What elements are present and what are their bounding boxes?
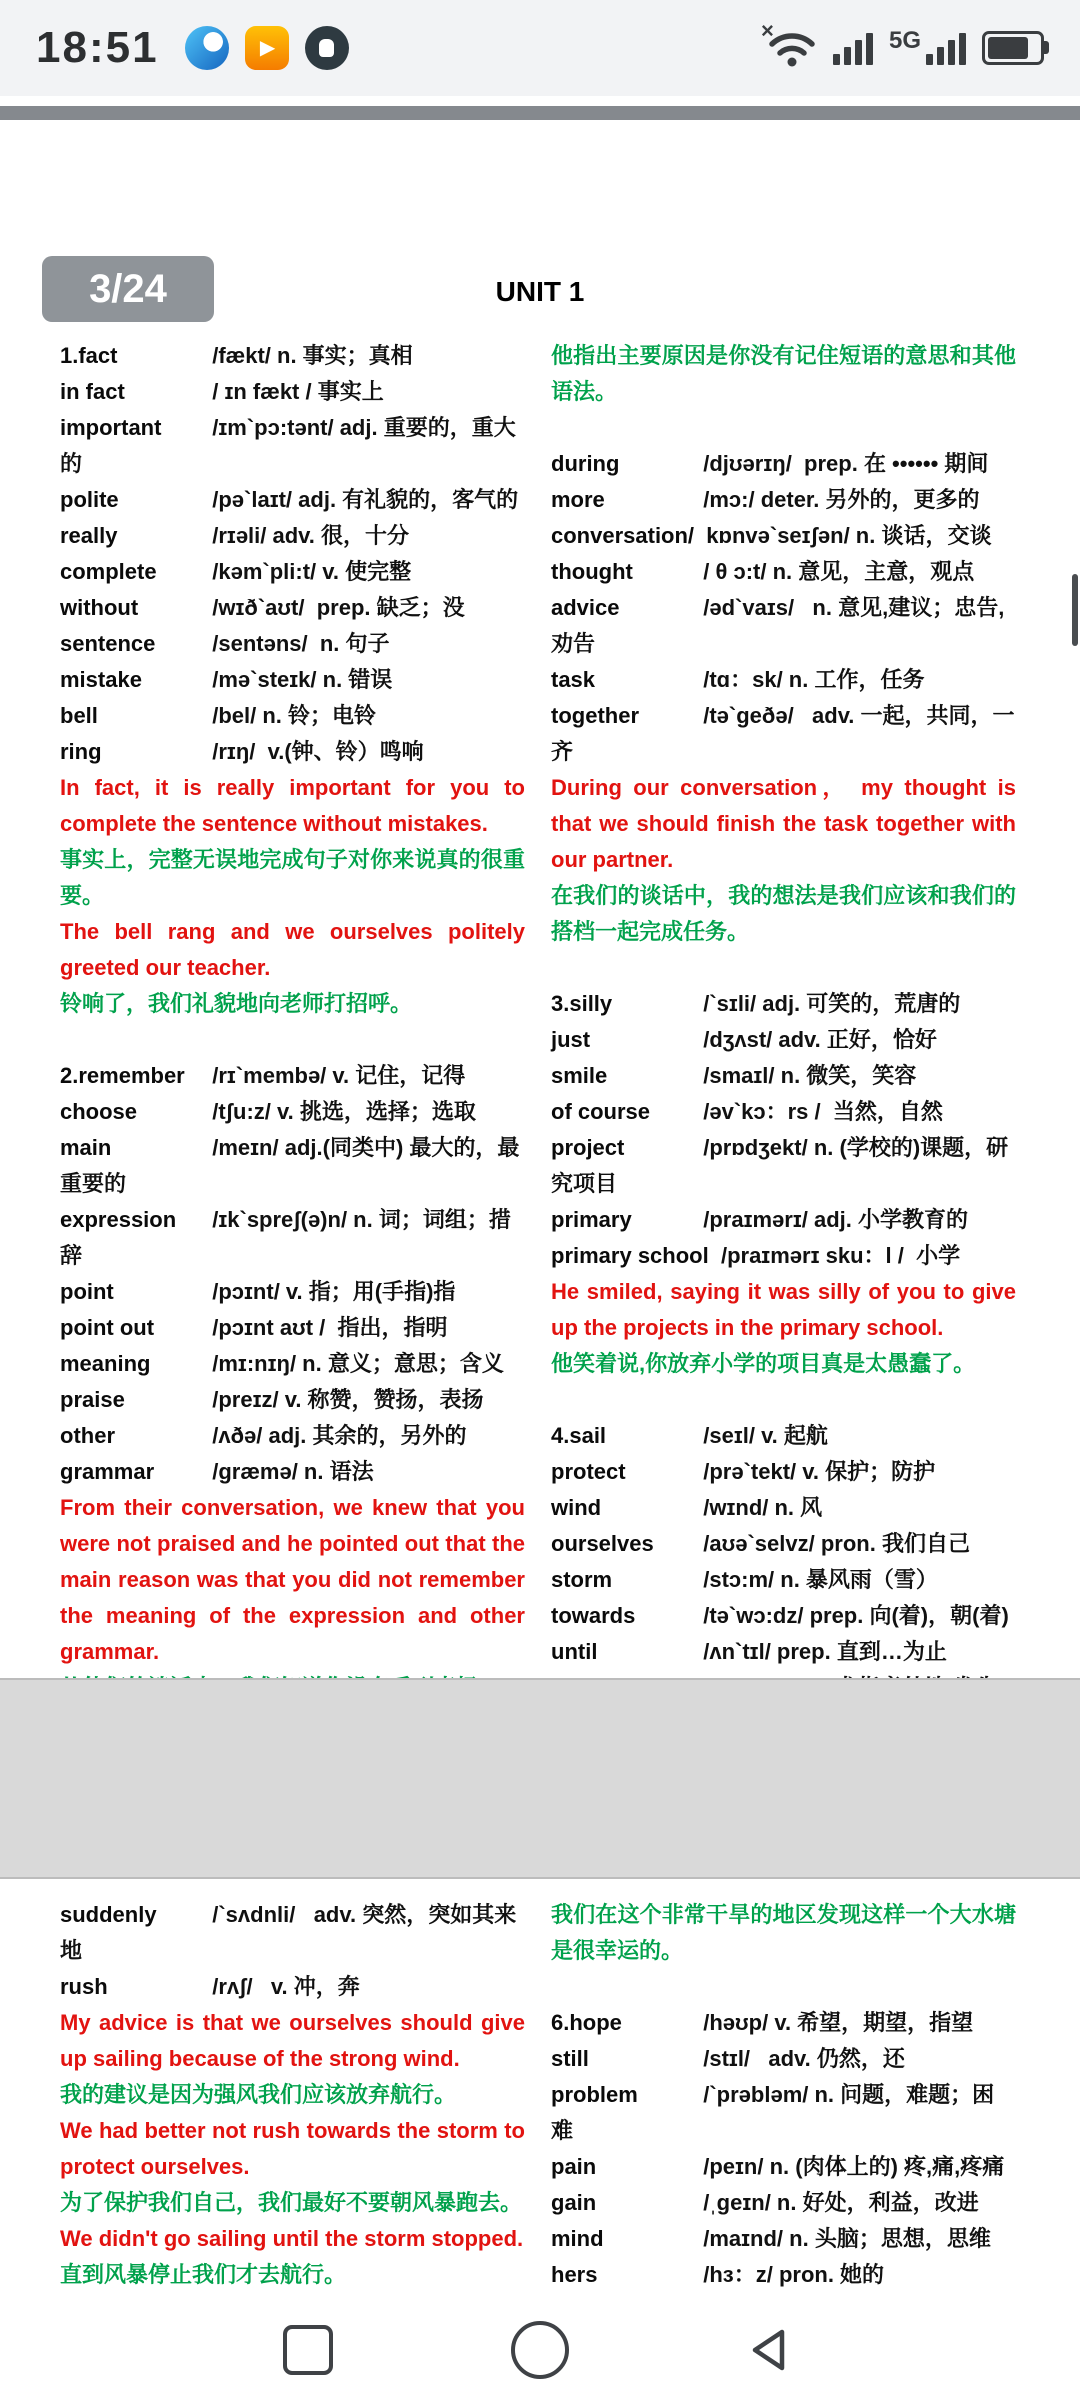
vocab-word: praise [60,1387,125,1412]
vocab-word: primary school [551,1243,709,1268]
vocab-word: choose [60,1099,138,1124]
vocab-word: problem [551,2082,638,2107]
vocab-entry [551,2077,1016,2149]
page-indicator-badge: 3/24 [42,256,214,322]
blank-line [551,1382,1016,1418]
vocab-word: main [60,1135,112,1160]
vocab-entry [551,2221,1016,2257]
vocab-word: primary [551,1207,632,1232]
translation-zh: 在我们的谈话中，我的想法是我们应该和我们的搭档一起完成任务。 [551,883,1016,944]
vocab-entry [551,554,1016,590]
vocab-phonetic-meaning: /peɪn/ n. (肉体上的) 疼,痛,疼痛 [703,2154,1005,2179]
vocab-phonetic-meaning: /praɪmərɪ/ adj. 小学教育的 [703,1207,969,1232]
vocab-phonetic-meaning: /wɪð`aʊt/ prep. 缺乏；没 [212,595,465,620]
vocab-phonetic-meaning: /ɪk`spreʃ(ə)n/ n. 词；词组；措辞 [60,1207,511,1268]
document-viewport[interactable] [0,130,1080,2300]
left-column [60,1897,525,2300]
vocab-word: expression [60,1207,177,1232]
vocab-word: smile [551,1063,608,1088]
vocab-phonetic-meaning: /wɪnd/ n. 风 [703,1495,823,1520]
vocab-phonetic-meaning: /əd`vaɪs/ n. 意见,建议；忠告,劝告 [551,595,1005,656]
vocab-phonetic-meaning: /`prəbləm/ n. 问题，难题；困难 [551,2082,995,2143]
recents-square-icon [283,2325,333,2375]
vocab-word: suddenly [60,1902,157,1927]
vocab-word: pain [551,2154,597,2179]
vocab-entry [551,662,1016,698]
vocab-word: grammar [60,1459,155,1484]
vocab-phonetic-meaning: /tɑ：sk/ n. 工作，任务 [703,667,925,692]
vocab-entry [551,1634,1016,1670]
vocab-entry [551,1058,1016,1094]
vocab-phonetic-meaning: / θ ɔ:t/ n. 意见，主意，观点 [703,559,975,584]
vocab-entry [60,698,525,734]
vocab-entry [60,1310,525,1346]
vocab-phonetic-meaning: /prə`tekt/ v. 保护；防护 [703,1459,936,1484]
example-sentence-en: My advice is that we ourselves should give up sailing because of the strong wind. [60,2010,525,2071]
vocab-word: mistake [60,667,142,692]
vocab-entry [60,482,525,518]
vocab-phonetic-meaning: /tə`wɔ:dz/ prep. 向(着)，朝(着) [703,1603,1009,1628]
vocab-entry [60,518,525,554]
browser-app-icon [185,26,229,70]
vocab-entry [551,1238,1016,1274]
vocab-entry [60,1274,525,1310]
blank-line [551,410,1016,446]
vocab-phonetic-meaning: /`sɪli/ adj. 可笑的，荒唐的 [703,991,961,1016]
document-title: UNIT 1 [495,276,585,307]
vocab-phonetic-meaning: /tʃu:z/ v. 挑选，选择；选取 [212,1099,476,1124]
vocab-phonetic-meaning: /mɔ:/ deter. 另外的，更多的 [703,487,980,512]
vocab-word: gain [551,2190,597,2215]
vocab-entry [60,374,525,410]
vocab-word: storm [551,1567,613,1592]
vocab-word: protect [551,1459,626,1484]
vocab-phonetic-meaning: /kəm`pli:t/ v. 使完整 [212,559,412,584]
home-button[interactable] [500,2310,580,2390]
vocab-entry [551,1022,1016,1058]
vocab-word: bell [60,703,98,728]
vocab-word: task [551,667,596,692]
vocab-entry [60,734,525,770]
network-type-label: 5G [888,27,921,54]
vocab-word: ring [60,739,102,764]
vocab-phonetic-meaning: /rɪ`membə/ v. 记住，记得 [212,1063,466,1088]
back-button[interactable] [732,2310,812,2390]
vocab-entry [551,1454,1016,1490]
vocab-phonetic-meaning: /sentəns/ n. 句子 [212,631,390,656]
vocab-phonetic-meaning: /ʌn`tɪl/ prep. 直到…为止 [703,1639,947,1664]
home-circle-icon [511,2321,569,2379]
vocab-word: until [551,1639,598,1664]
page-separator [0,1678,1080,1879]
vocab-entry [551,2041,1016,2077]
vocab-entry [551,1130,1016,1202]
vocab-entry [60,1897,525,1969]
vocab-word: point [60,1279,114,1304]
vocab-entry [551,2149,1016,2185]
hand-app-icon [305,26,349,70]
battery-tip [1044,41,1049,54]
vocab-word: really [60,523,118,548]
vocab-phonetic-meaning: /pə`laɪt/ adj. 有礼貌的，客气的 [212,487,519,512]
vocab-entry [551,1418,1016,1454]
vocab-phonetic-meaning: /ˌgeɪn/ n. 好处，利益，改进 [703,2190,979,2215]
scrollbar-thumb[interactable] [1072,574,1078,646]
vocab-word: still [551,2046,589,2071]
vocab-phonetic-meaning: /stɪl/ adv. 仍然，还 [703,2046,905,2071]
vocab-phonetic-meaning: /rʌʃ/ v. 冲，奔 [212,1974,360,1999]
vocab-entry [551,2005,1016,2041]
translation-zh: 直到风暴停止我们才去航行。 [60,2262,347,2287]
divider-bar [0,106,1080,120]
vocab-entry [60,410,525,482]
vocab-phonetic-meaning: /stɔ:m/ n. 暴风雨（雪） [703,1567,938,1592]
hand-icon [319,39,334,57]
vocab-word: point out [60,1315,155,1340]
vocab-word: meaning [60,1351,151,1376]
translation-zh: 我的建议是因为强风我们应该放弃航行。 [60,2082,457,2107]
vocab-entry [551,986,1016,1022]
vocab-word: polite [60,487,119,512]
vocab-phonetic-meaning: /bel/ n. 铃；电铃 [212,703,377,728]
translation-zh: 为了保护我们自己，我们最好不要朝风暴跑去。 [60,2190,523,2215]
vocab-word: more [551,487,605,512]
vocab-phonetic-meaning: /əv`kɔ：rs / 当然，自然 [703,1099,943,1124]
vocab-phonetic-meaning: kɒnvə`seɪʃən/ n. 谈话，交谈 [706,523,992,548]
example-sentence-en: The bell rang and we ourselves politely greeted our teacher. [60,919,525,980]
blank-line [551,950,1016,986]
translation-zh: 我们在这个非常干旱的地区发现这样一个大水塘是很幸运的。 [551,1902,1016,1963]
no-internet-x-icon: × [760,18,774,43]
vocab-entry [551,1094,1016,1130]
play-icon: ▶ [259,37,276,59]
vocab-entry [551,1562,1016,1598]
vocab-phonetic-meaning: /prɒdʒekt/ n. (学校的)课题，研究项目 [551,1135,1009,1196]
example-sentence-en: From their conversation, we knew that you were not praised and he pointed out that the main reason was that you did not remember the meaning of the expression and other grammar. [60,1495,525,1664]
page-3-content [60,338,1016,1678]
vocab-phonetic-meaning: /fækt/ n. 事实；真相 [212,343,413,368]
vocab-entry [60,1058,525,1094]
vocab-word: without [60,595,139,620]
translation-zh: 他笑着说,你放弃小学的项目真是太愚蠢了。 [551,1351,976,1376]
example-sentence-en: We didn't go sailing until the storm stopped. [60,2226,524,2251]
vocab-word: wind [551,1495,602,1520]
example-sentence-en: In fact, it is really important for you to complete the sentence without mistakes. [60,775,525,836]
vocab-word: sentence [60,631,156,656]
vocab-entry [551,482,1016,518]
cellular-signal-2-icon [926,31,966,65]
wifi-no-internet-icon [760,18,817,68]
vocab-word: 3.silly [551,991,613,1016]
vocab-word: towards [551,1603,636,1628]
right-column [551,1897,1016,2300]
battery-level [988,37,1028,59]
translation-zh: 铃响了，我们礼貌地向老师打招呼。 [60,991,413,1016]
status-bar [0,0,1080,96]
vocab-phonetic-meaning: /`sʌdnli/ adv. 突然，突如其来地 [60,1902,517,1963]
vocab-entry [551,1598,1016,1634]
vocab-word: hers [551,2262,598,2287]
status-icons [760,18,1044,68]
vocab-entry [60,1094,525,1130]
example-sentence-en: He smiled, saying it was silly of you to give up the projects in the primary school. [551,1279,1016,1340]
right-column [551,338,1016,1678]
cellular-signal-5g-icon [888,27,966,65]
vocab-phonetic-meaning: /praɪmərɪ sku：l / 小学 [720,1243,961,1268]
vocab-word: conversation/ [551,523,695,548]
vocab-word: mind [551,2226,604,2251]
vocab-word: just [551,1027,591,1052]
vocab-phonetic-meaning: /rɪŋ/ v.(钟、铃）鸣响 [212,739,424,764]
clock: 18:51 [36,23,159,72]
vocab-entry [60,1418,525,1454]
vocab-entry [60,662,525,698]
vocab-entry [60,1382,525,1418]
vocab-phonetic-meaning: /preɪz/ v. 称赞，赞扬，表扬 [212,1387,484,1412]
cellular-signal-icon [833,31,873,65]
vocab-entry [551,1202,1016,1238]
vocab-phonetic-meaning: /seɪl/ v. 起航 [703,1423,828,1448]
vocab-phonetic-meaning: /rɪəli/ adv. 很，十分 [212,523,410,548]
vocab-entry [551,2185,1016,2221]
vocab-phonetic-meaning: /djʊərɪŋ/ prep. 在 •••••• 期间 [703,451,989,476]
vocab-phonetic-meaning: /hɜ：z/ pron. 她的 [703,2262,885,2287]
vocab-entry [60,1969,525,2005]
vocab-word: 2.remember [60,1063,185,1088]
vocab-word: important [60,415,162,440]
vocab-entry [551,2257,1016,2293]
vocab-word: together [551,703,639,728]
vocab-word: project [551,1135,625,1160]
vocab-entry [551,1526,1016,1562]
vocab-phonetic-meaning: /maɪnd/ n. 头脑；思想，思维 [703,2226,991,2251]
vocab-entry [551,518,1016,554]
vocab-word: in fact [60,379,125,404]
vocab-phonetic-meaning: /həʊp/ v. 希望，期望，指望 [703,2010,974,2035]
blank-line [60,1022,525,1058]
vocab-word: ourselves [551,1531,654,1556]
vocab-phonetic-meaning: /ʌðə/ adj. 其余的，另外的 [212,1423,467,1448]
example-sentence-en: During our conversation， my thought is that we should finish the task together with our partner. [551,775,1016,872]
vocab-phonetic-meaning: /meɪn/ adj.(同类中) 最大的，最重要的 [60,1135,520,1196]
vocab-word: complete [60,559,157,584]
vocab-phonetic-meaning: /mɪ:nɪŋ/ n. 意义；意思；含义 [212,1351,504,1376]
video-play-app-icon [245,26,289,70]
recents-button[interactable] [268,2310,348,2390]
vocab-phonetic-meaning: / ɪn fækt / 事实上 [212,379,384,404]
translation-zh: 事实上，完整无误地完成句子对你来说真的很重要。 [60,847,525,908]
vocab-entry [60,1130,525,1202]
vocab-entry [60,1346,525,1382]
vocab-word: rush [60,1974,108,1999]
android-nav-bar [0,2300,1080,2400]
notification-app-icons [185,26,349,70]
vocab-phonetic-meaning: /pɔɪnt aʊt / 指出，指明 [212,1315,448,1340]
vocab-entry [551,446,1016,482]
vocab-phonetic-meaning: /græmə/ n. 语法 [212,1459,374,1484]
vocab-word: during [551,451,620,476]
vocab-phonetic-meaning: /ɪm`pɔ:tənt/ adj. 重要的，重大的 [60,415,516,476]
vocab-entry [60,554,525,590]
vocab-phonetic-meaning: /tə`geðə/ adv. 一起，共同，一齐 [551,703,1015,764]
vocab-entry [551,1490,1016,1526]
translation-zh: 他指出主要原因是你没有记住短语的意思和其他语法。 [551,343,1016,404]
vocab-phonetic-meaning: /mə`steɪk/ n. 错误 [212,667,393,692]
vocab-entry [60,1202,525,1274]
vocab-entry [60,626,525,662]
vocab-word: 6.hope [551,2010,622,2035]
vocab-entry [551,590,1016,662]
back-triangle-icon [745,2323,799,2377]
vocab-phonetic-meaning: /dʒʌst/ adv. 正好，恰好 [703,1027,937,1052]
vocab-phonetic-meaning: /pɔɪnt/ v. 指；用(手指)指 [212,1279,456,1304]
vocab-word: 4.sail [551,1423,607,1448]
vocab-word: advice [551,595,620,620]
vocab-entry [551,698,1016,770]
vocab-word: 1.fact [60,343,118,368]
left-column [60,338,525,1678]
vocab-entry [60,338,525,374]
vocab-word: other [60,1423,115,1448]
example-sentence-en: We had better not rush towards the storm to protect ourselves. [60,2118,525,2179]
vocab-word: thought [551,559,633,584]
vocab-entry [60,590,525,626]
vocab-phonetic-meaning: /smaɪl/ n. 微笑，笑容 [703,1063,917,1088]
blank-line [551,1969,1016,2005]
vocab-word: of course [551,1099,651,1124]
battery-icon [982,31,1044,65]
vocab-entry [60,1454,525,1490]
page-4-content [60,1897,1016,2300]
vocab-phonetic-meaning: /aʊə`selvz/ pron. 我们自己 [703,1531,970,1556]
